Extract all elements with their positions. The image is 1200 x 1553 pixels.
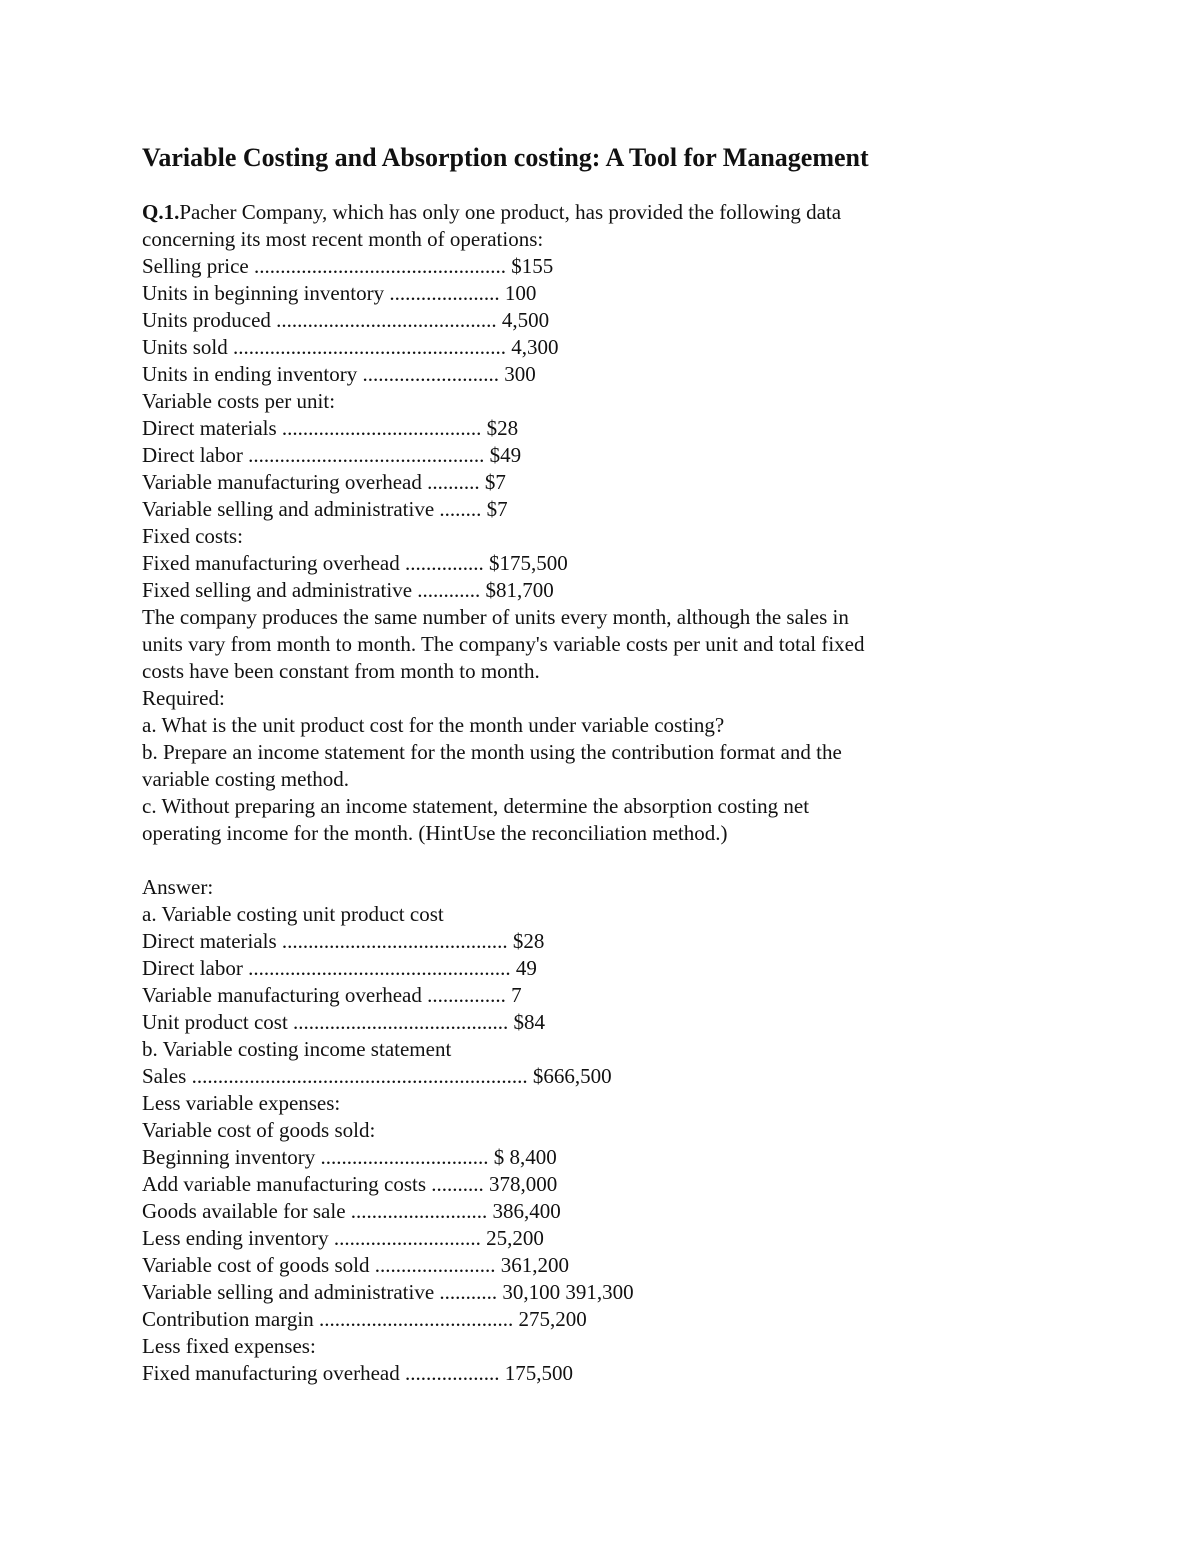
answer-heading: Answer: [142, 875, 214, 899]
question-label: Q.1. [142, 200, 180, 224]
question-required-b: b. Prepare an income statement for the month using the contribution format and the [142, 740, 842, 764]
answer-line-direct-labor: Direct labor .................................................. 49 [142, 956, 537, 980]
answer-line-unit-product-cost: Unit product cost ......................................... $84 [142, 1010, 546, 1034]
question-intro-line: concerning its most recent month of operations: [142, 227, 544, 251]
question-paragraph-line: The company produces the same number of units every month, although the sales in [142, 605, 849, 629]
question-line-direct-materials: Direct materials ...................................... $28 [142, 416, 519, 440]
question-intro-text: Pacher Company, which has only one product, has provided the following data [179, 200, 842, 224]
answer-line-variable-selling-admin: Variable selling and administrative ........... 30,100 391,300 [142, 1280, 634, 1304]
answer-line-add-variable-mfg-costs: Add variable manufacturing costs .......... 378,000 [142, 1172, 558, 1196]
question-line-ending-inventory: Units in ending inventory .......................... 300 [142, 362, 536, 386]
question-line-units-produced: Units produced .......................................... 4,500 [142, 308, 550, 332]
document-title: Variable Costing and Absorption costing: A Tool for Management [142, 143, 869, 172]
question-required-heading: Required: [142, 686, 225, 710]
question-required-c: c. Without preparing an income statement, determine the absorption costing net [142, 794, 810, 818]
question-line-fixed-selling-admin: Fixed selling and administrative ............ $81,700 [142, 578, 554, 602]
answer-section [142, 874, 1042, 1387]
document-page [142, 138, 1042, 1387]
question-line-fixed-mfg-overhead: Fixed manufacturing overhead ............... $175,500 [142, 551, 568, 575]
answer-line-direct-materials: Direct materials ........................................... $28 [142, 929, 545, 953]
question-line-fixed-costs-heading: Fixed costs: [142, 524, 243, 548]
question-line-variable-mfg-overhead: Variable manufacturing overhead .......... $7 [142, 470, 506, 494]
answer-line-goods-available: Goods available for sale .......................... 386,400 [142, 1199, 561, 1223]
question-section [142, 199, 1042, 847]
answer-line-less-fixed-expenses: Less fixed expenses: [142, 1334, 316, 1358]
question-paragraph-line: costs have been constant from month to month. [142, 659, 540, 683]
answer-part-b-heading: b. Variable costing income statement [142, 1037, 452, 1061]
answer-line-less-variable-expenses: Less variable expenses: [142, 1091, 341, 1115]
question-line-units-sold: Units sold .................................................... 4,300 [142, 335, 559, 359]
question-intro-line [142, 199, 1042, 226]
question-required-c-cont: operating income for the month. (HintUse the reconciliation method.) [142, 821, 728, 845]
answer-part-a-heading: a. Variable costing unit product cost [142, 902, 444, 926]
answer-line-fixed-mfg-overhead: Fixed manufacturing overhead .................. 175,500 [142, 1361, 573, 1385]
answer-line-sales: Sales ................................................................ $666,500 [142, 1064, 612, 1088]
answer-line-contribution-margin: Contribution margin ..................................... 275,200 [142, 1307, 587, 1331]
answer-line-variable-mfg-overhead: Variable manufacturing overhead ............... 7 [142, 983, 522, 1007]
answer-line-variable-cogs-heading: Variable cost of goods sold: [142, 1118, 376, 1142]
question-line-selling-price: Selling price ................................................ $155 [142, 254, 554, 278]
question-paragraph-line: units vary from month to month. The company's variable costs per unit and total fixed [142, 632, 865, 656]
answer-line-variable-cogs: Variable cost of goods sold ....................... 361,200 [142, 1253, 569, 1277]
question-line-variable-selling-admin: Variable selling and administrative ........ $7 [142, 497, 508, 521]
answer-line-beginning-inventory: Beginning inventory ................................ $ 8,400 [142, 1145, 557, 1169]
question-line-direct-labor: Direct labor ............................................. $49 [142, 443, 522, 467]
question-required-b-cont: variable costing method. [142, 767, 350, 791]
answer-line-less-ending-inventory: Less ending inventory ............................ 25,200 [142, 1226, 544, 1250]
question-required-a: a. What is the unit product cost for the month under variable costing? [142, 713, 725, 737]
question-line-variable-costs-heading: Variable costs per unit: [142, 389, 336, 413]
question-line-beginning-inventory: Units in beginning inventory ..................... 100 [142, 281, 537, 305]
